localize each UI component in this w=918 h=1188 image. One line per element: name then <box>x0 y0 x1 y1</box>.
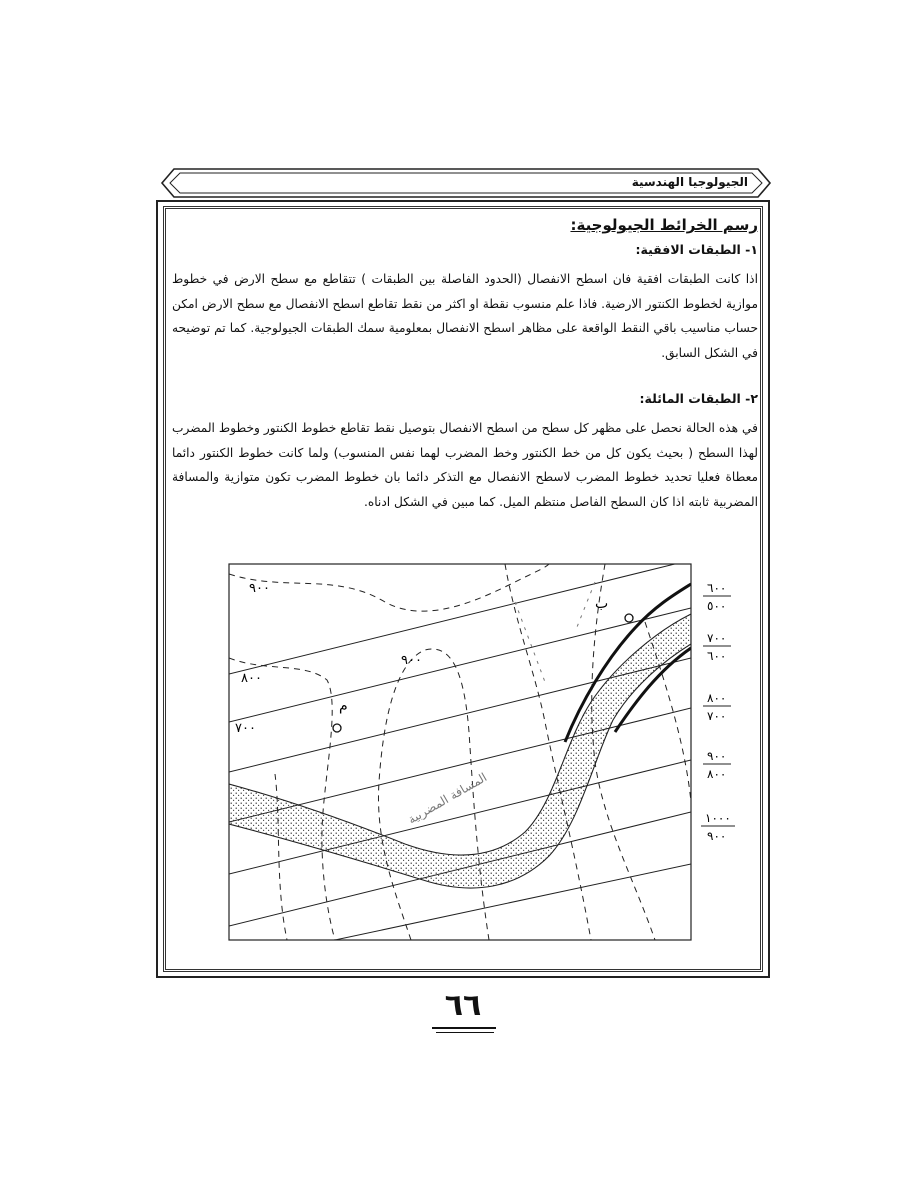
pencil-guides <box>515 582 595 682</box>
contour-label-1: ٩٠٠ <box>249 581 270 596</box>
contour-label-2: ٨٠٠ <box>241 671 262 686</box>
margin-label-2-top: ٧٠٠ <box>707 631 727 645</box>
margin-label-1-bottom: ٥٠٠ <box>707 599 727 613</box>
handwritten-note: المسافة المضربية <box>405 770 490 827</box>
margin-label-4-bottom: ٨٠٠ <box>707 767 727 781</box>
page-content <box>166 210 762 514</box>
point-m-marker <box>333 724 341 732</box>
margin-labels <box>701 581 735 843</box>
horizontal-layers-heading: ١- الطبقات الافقية: <box>635 242 758 257</box>
point-label-m: م <box>339 698 348 714</box>
geological-map-svg <box>215 562 761 944</box>
inclined-layers-paragraph: في هذه الحالة نحصل على مظهر كل سطح من اسطح الانفصال بتوصيل نقط تقاطع خطوط الكنتور وخطوط المضرب لهذا السطح ( بحيث يكون كل من خط الكنتور وخط المضرب لهما نفس المنسوب) ولما كانت خطوط الكنتور دائما معطاة فعليا تحديد خطوط المضرب لاسطح الانفصال مع التذكر دائما بان خطوط المضرب تكون متوازية والمسافة المضربية ثابته اذا كان السطح الفاصل منتظم الميل. كما مبين في الشكل ادناه. <box>172 421 758 509</box>
margin-label-5-top: ١٠٠٠ <box>705 811 731 825</box>
contour-label-4: ٩٠٠ <box>401 653 422 668</box>
margin-label-3-top: ٨٠٠ <box>707 691 727 705</box>
margin-label-5-bottom: ٩٠٠ <box>707 829 727 843</box>
inclined-layers-heading: ٢- الطبقات المائلة: <box>639 391 758 406</box>
horizontal-layers-paragraph: اذا كانت الطبقات افقية فان اسطح الانفصال (الحدود الفاصلة بين الطبقات ) تتقاطع مع سطح الارض في خطوط موازية لخطوط الكنتور الارضية. فاذا علم منسوب نقطة او اكثر من نقط تقاطع اسطح الانفصال مع سطح الارض امكن حساب مناسيب باقي النقط الواقعة على مظاهر اسطح الانفصال بمعلومية سمك الطبقات الجيولوجية. كما تم توضيحه في الشكل السابق. <box>172 272 758 360</box>
page-number-underline <box>432 1027 496 1029</box>
header-title: الجيولوجيا الهندسية <box>631 175 748 189</box>
section-title: رسم الخرائط الجيولوجية: <box>570 216 758 234</box>
page-number-underline-second <box>436 1032 494 1033</box>
page-number: ٦٦ <box>444 988 482 1023</box>
header-banner <box>160 166 772 200</box>
contour-label-3: ٧٠٠ <box>235 721 256 736</box>
margin-label-2-bottom: ٦٠٠ <box>707 649 727 663</box>
margin-label-3-bottom: ٧٠٠ <box>707 709 727 723</box>
margin-label-4-top: ٩٠٠ <box>707 749 727 763</box>
geological-map-figure <box>215 562 761 944</box>
point-label-b: ب <box>595 596 609 612</box>
point-b-marker <box>625 614 633 622</box>
margin-label-1-top: ٦٠٠ <box>707 581 727 595</box>
outcrop-band <box>229 614 691 888</box>
